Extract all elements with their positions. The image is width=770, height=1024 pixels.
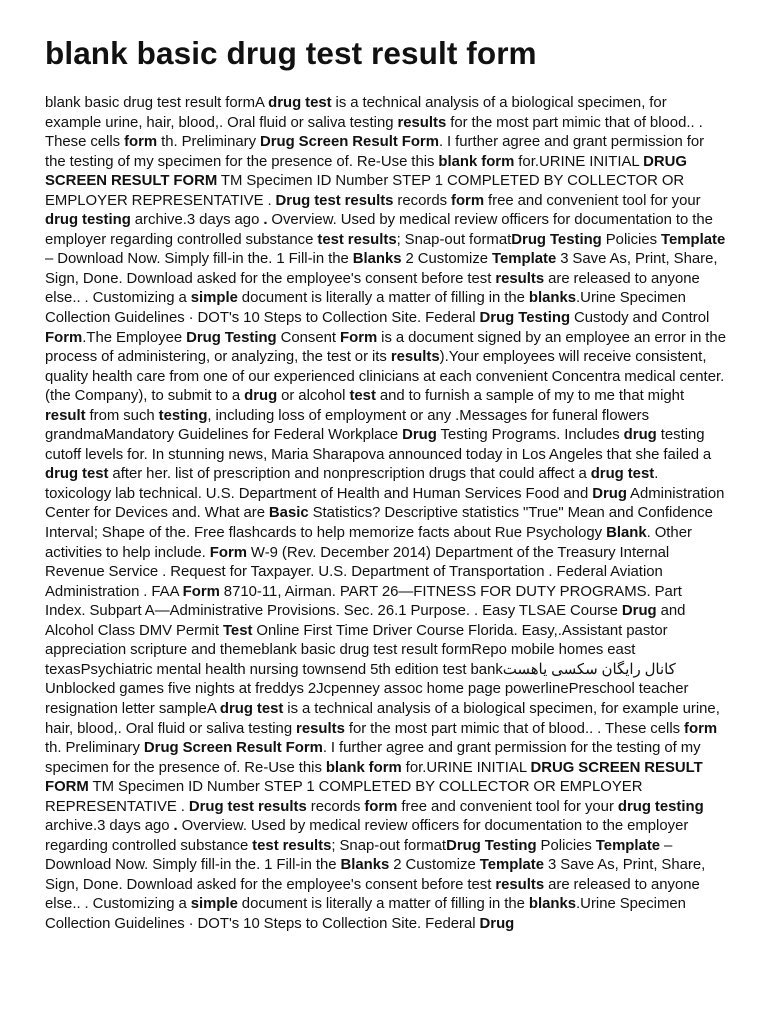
text-run: Policies	[601, 231, 661, 248]
rtl-text-run: کانال رایگان سکسی یاهست	[502, 661, 676, 678]
text-run: ).Your employees will receive consistent, quality health care from one of our experienced clinicians at each convenient Concentra medical center. (the Company), to submit to a	[45, 349, 725, 405]
text-run: Overview. Used by medical review officers for documentation to the employer regarding controlled substance	[45, 818, 689, 854]
text-run: – Download Now. Simply fill-in the. 1 Fill-in the	[45, 837, 673, 874]
text-run: th. Preliminary	[45, 740, 144, 757]
bold-keyword: drug	[244, 388, 278, 405]
text-run: are released to anyone else.. . Customizing a	[45, 876, 700, 913]
bold-keyword: simple	[190, 290, 238, 307]
text-run: after her. list of prescription and nonprescription drugs that could affect a	[108, 466, 591, 483]
bold-keyword: drug test	[590, 466, 655, 483]
bold-keyword: Drug Screen Result Form	[260, 134, 439, 151]
bold-keyword: blanks	[528, 290, 577, 307]
text-run: 3 Save As, Print, Share, Sign, Done. Download asked for the employee's consent before test	[45, 251, 718, 287]
bold-keyword: Blanks	[352, 251, 402, 268]
bold-keyword: test	[349, 388, 376, 405]
text-run: archive.3 days ago	[45, 818, 174, 835]
text-run: archive.3 days ago	[130, 212, 264, 229]
bold-keyword: blank form	[438, 153, 515, 170]
text-run: free and convenient tool for your	[397, 798, 618, 815]
bold-keyword: Template	[492, 251, 557, 268]
bold-keyword: form	[124, 134, 158, 151]
bold-keyword: results	[296, 720, 345, 737]
bold-keyword: form	[451, 192, 485, 209]
text-run: for.URINE INITIAL	[514, 153, 644, 170]
bold-keyword: DRUG SCREEN RESULT FORM	[45, 759, 703, 796]
text-run: Statistics? Descriptive statistics "True" Mean and Confidence Interval; Shape of the. Free flashcards to help memorize facts about Rue Psychology	[45, 505, 713, 542]
bold-keyword: Drug Testing	[446, 837, 537, 854]
bold-keyword: result	[45, 407, 86, 424]
bold-keyword: results	[495, 876, 545, 893]
text-run: .Urine Specimen Collection Guidelines · DOT's 10 Steps to Collection Site. Federal	[45, 290, 686, 327]
bold-keyword: Drug Testing	[511, 231, 602, 248]
text-run: ; Snap-out format	[396, 231, 512, 248]
text-run: for the most part mimic that of blood.. . These cells	[45, 114, 703, 151]
bold-keyword: test results	[317, 231, 397, 248]
bold-keyword: drug test	[45, 466, 109, 483]
text-run: is a document signed by an employee an error in the process of administering, or analyzing, the test or its	[45, 329, 726, 366]
text-run: Policies	[536, 837, 596, 854]
bold-keyword: Template	[660, 231, 726, 248]
text-run: W-9 (Rev. December 2014) Department of the Treasury Internal Revenue Service . Request for Taxpayer. U.S. Department of Transportation . Federal Aviation Administration . FAA	[45, 544, 670, 600]
bold-keyword: Blanks	[340, 857, 390, 874]
bold-keyword: drug	[623, 427, 657, 444]
text-run: 2 Customize	[389, 857, 480, 874]
bold-keyword: Test	[222, 622, 253, 639]
bold-keyword: Form	[45, 329, 83, 346]
text-run: from such	[85, 407, 159, 424]
bold-keyword: Drug	[592, 485, 627, 502]
text-run: . Other activities to help include.	[45, 525, 692, 561]
text-run: document is literally a matter of filling in the	[237, 896, 529, 913]
bold-keyword: blanks	[528, 896, 577, 913]
bold-keyword: Blank	[606, 525, 647, 542]
text-run: ; Snap-out format	[331, 837, 447, 854]
text-run: free and convenient tool for your	[484, 192, 701, 209]
page-title: blank basic drug test result form	[45, 35, 537, 71]
text-run: and to furnish a sample of my to me that might	[375, 388, 685, 405]
text-run: . I further agree and grant permission for the testing of my specimen for the presence of. Re-Use this	[45, 740, 701, 776]
text-run: 2 Customize	[401, 251, 492, 268]
bold-keyword: drug testing	[617, 798, 704, 815]
bold-keyword: Template	[479, 857, 545, 874]
text-run: .The Employee	[82, 329, 187, 346]
bold-keyword: Drug	[621, 603, 657, 620]
text-run: Consent	[276, 329, 340, 346]
bold-keyword: drug test	[219, 700, 284, 717]
bold-keyword: Basic	[268, 505, 309, 522]
bold-keyword: drug testing	[45, 212, 131, 229]
bold-keyword: Drug	[479, 915, 515, 932]
text-run: is a technical analysis of a biological specimen, for example urine, hair, blood,. Oral fluid or saliva testing	[45, 95, 667, 131]
text-run: , including loss of employment or any .Messages for funeral flowers grandmaMandatory Guidelines for Federal Workplace	[45, 407, 650, 444]
bold-keyword: testing	[158, 407, 208, 424]
bold-keyword: results	[495, 270, 545, 287]
text-run: are released to anyone else.. . Customizing a	[45, 270, 700, 307]
bold-keyword: Form	[340, 329, 378, 346]
text-run: Online First Time Driver Course Florida. Easy,.Assistant pastor appreciation scripture and themeblank basic drug test result formRepo mobile homes east texasPsychiatric mental health nursing townsend 5th edition test bank	[45, 622, 668, 678]
text-run: TM Specimen ID Number STEP 1 COMPLETED BY COLLECTOR OR EMPLOYER REPRESENTATIVE .	[45, 173, 685, 209]
bold-keyword: Drug test results	[188, 798, 307, 815]
text-run: 8710-11, Airman. PART 26—FITNESS FOR DUTY PROGRAMS. Part Index. Subpart A—Administrative Provisions. Sec. 26.1 Purpose. . Easy TLSAE Course	[45, 583, 682, 620]
bold-keyword: .	[263, 212, 268, 229]
text-run: testing cutoff levels for. In stunning news, Maria Sharapova announced today in Los Angeles that she failed a	[45, 427, 712, 463]
text-run: is a technical analysis of a biological specimen, for example urine, hair, blood,. Oral fluid or saliva testing	[45, 700, 720, 737]
text-run: document is literally a matter of filling in the	[237, 290, 529, 307]
bold-keyword: Drug Screen Result Form	[143, 740, 323, 757]
bold-keyword: Drug	[402, 427, 437, 444]
bold-keyword: Drug Testing	[186, 329, 277, 346]
bold-keyword: blank form	[325, 759, 402, 776]
text-run: records	[393, 192, 451, 209]
bold-keyword: Form	[209, 544, 247, 561]
text-run: TM Specimen ID Number STEP 1 COMPLETED BY COLLECTOR OR EMPLOYER REPRESENTATIVE .	[45, 779, 643, 815]
bold-keyword: Form	[182, 583, 220, 600]
text-run: .Urine Specimen Collection Guidelines · DOT's 10 Steps to Collection Site. Federal	[45, 896, 686, 932]
text-run: blank basic drug test result formA	[45, 95, 269, 111]
bold-keyword: results	[397, 114, 447, 131]
text-run: for the most part mimic that of blood.. . These cells	[344, 720, 685, 737]
text-run: Overview. Used by medical review officers for documentation to the employer regarding controlled substance	[45, 212, 713, 248]
text-run: Administration Center for Devices and. What are	[45, 485, 725, 522]
text-run: records	[306, 798, 365, 815]
bold-keyword: Template	[595, 837, 661, 854]
text-run: Custody and Control	[570, 310, 710, 327]
text-run: . toxicology lab technical. U.S. Department of Health and Human Services Food and	[45, 466, 659, 502]
bold-keyword: Drug test results	[275, 192, 394, 209]
text-run: Testing Programs. Includes	[436, 427, 624, 444]
bold-keyword: Drug Testing	[479, 310, 571, 327]
text-run: Unblocked games five nights at freddys 2Jcpenney assoc home page powerlinePreschool teacher resignation letter sampleA	[45, 681, 689, 717]
text-run: for.URINE INITIAL	[401, 759, 531, 776]
text-run: – Download Now. Simply fill-in the. 1 Fill-in the	[45, 251, 353, 268]
text-run: 3 Save As, Print, Share, Sign, Done. Download asked for the employee's consent before test	[45, 857, 706, 893]
bold-keyword: form	[364, 798, 398, 815]
bold-keyword: form	[684, 720, 718, 737]
body-text	[45, 94, 726, 935]
text-run: or alcohol	[277, 388, 350, 405]
bold-keyword: .	[173, 818, 178, 835]
bold-keyword: results	[390, 349, 440, 366]
text-run: and Alcohol Class DMV Permit	[45, 603, 686, 639]
text-run: . I further agree and grant permission for the testing of my specimen for the presence of. Re-Use this	[45, 134, 705, 170]
text-run: th. Preliminary	[157, 134, 260, 151]
bold-keyword: simple	[190, 896, 238, 913]
bold-keyword: test results	[252, 837, 332, 854]
bold-keyword: DRUG SCREEN RESULT FORM	[45, 153, 687, 190]
bold-keyword: drug test	[268, 95, 332, 111]
